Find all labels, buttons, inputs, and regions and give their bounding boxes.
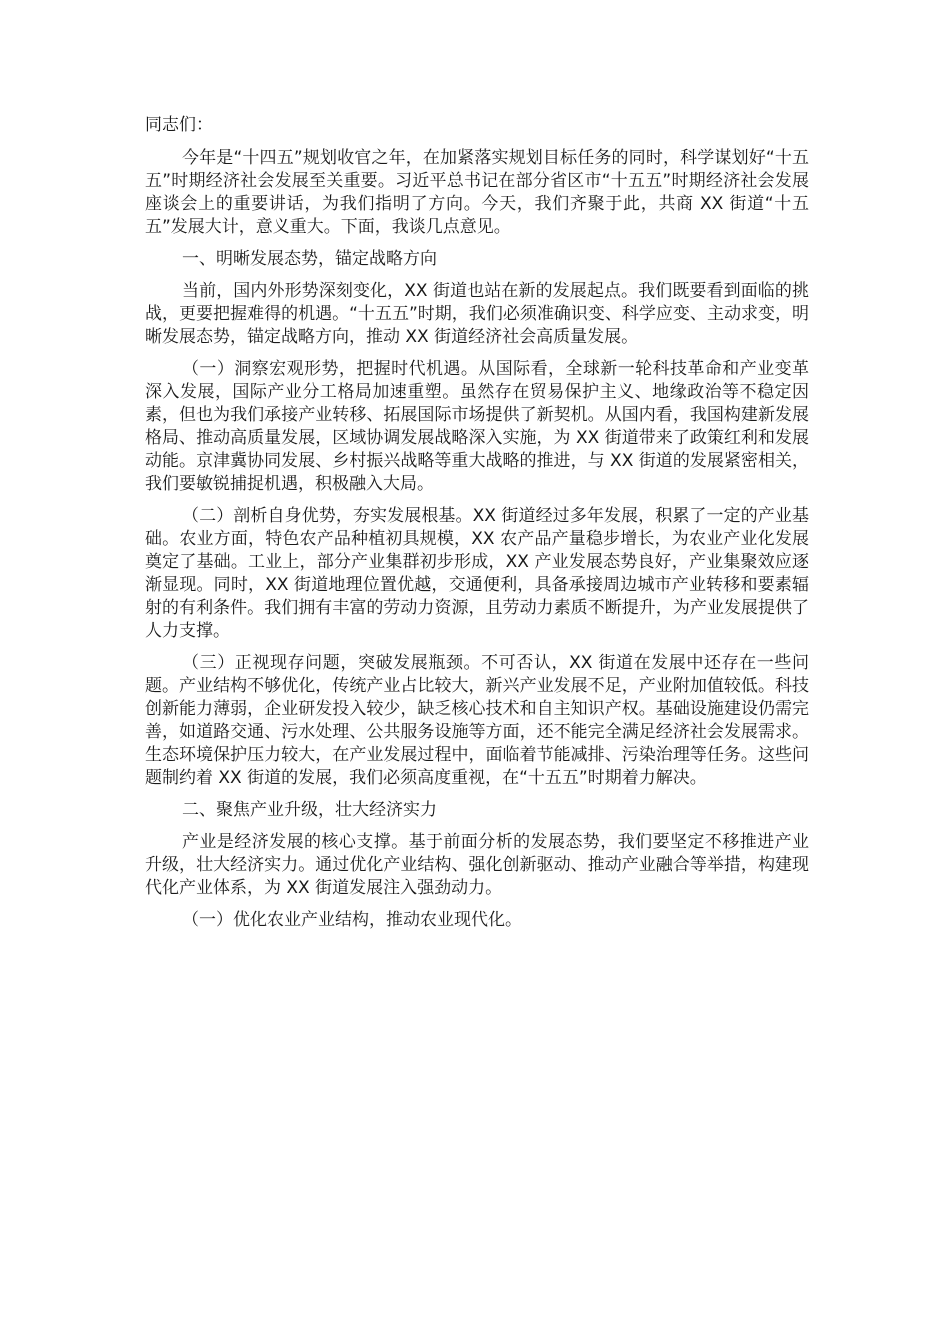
paragraph-1-3: （三）正视现存问题，突破发展瓶颈。不可否认，XX 街道在发展中还存在一些问题。产业结构不够优化，传统产业占比较大，新兴产业发展不足，产业附加值较低。科技创新能力薄弱，企业研发投入较少，缺乏核心技术和自主知识产权。基础设施建设仍需完善，如道路交通、污水处理、公共服务设施等方面，还不能完全满足经济社会发展需求。生态环境保护压力较大，在产业发展过程中，面临着节能减排、污染治理等任务。这些问题制约着 XX 街道的发展，我们必须高度重视，在“十五五”时期着力解决。 bbox=[145, 653, 809, 788]
paragraph-1-1: （一）洞察宏观形势，把握时代机遇。从国际看，全球新一轮科技革命和产业变革深入发展，国际产业分工格局加速重塑。虽然存在贸易保护主义、地缘政治等不稳定因素，但也为我们承接产业转移、拓展国际市场提供了新契机。从国内看，我国构建新发展格局、推动高质量发展，区域协调发展战略深入实施，为 XX 街道带来了政策红利和发展动能。京津冀协同发展、乡村振兴战略等重大战略的推进，与 XX 街道的发展紧密相关，我们要敏锐捕捉机遇，积极融入大局。 bbox=[145, 359, 809, 494]
paragraph-section-1-intro: 当前，国内外形势深刻变化，XX 街道也站在新的发展起点。我们既要看到面临的挑战，更要把握难得的机遇。“十五五”时期，我们必须准确识变、科学应变、主动求变，明晰发展态势，锚定战略方向，推动 XX 街道经济社会高质量发展。 bbox=[145, 281, 809, 347]
section-heading-1: 一、明晰发展态势，锚定战略方向 bbox=[182, 249, 437, 269]
paragraph-1-2: （二）剖析自身优势，夯实发展根基。XX 街道经过多年发展，积累了一定的产业基础。农业方面，特色农产品种植初具规模，XX 农产品产量稳步增长，为农业产业化发展奠定了基础。工业上，部分产业集群初步形成，XX 产业发展态势良好，产业集聚效应逐渐显现。同时，XX 街道地理位置优越，交通便利，具备承接周边城市产业转移和要素辐射的有利条件。我们拥有丰富的劳动力资源，且劳动力素质不断提升，为产业发展提供了人力支撑。 bbox=[145, 506, 809, 641]
salutation: 同志们： bbox=[145, 115, 213, 135]
document-body bbox=[145, 114, 809, 941]
paragraph-section-2-intro: 产业是经济发展的核心支撑。基于前面分析的发展态势，我们要坚定不移推进产业升级，壮大经济实力。通过优化产业结构、强化创新驱动、推动产业融合等举措，构建现代化产业体系，为 XX 街道发展注入强劲动力。 bbox=[145, 832, 809, 898]
paragraph-intro: 今年是“十四五”规划收官之年，在加紧落实规划目标任务的同时，科学谋划好“十五五”时期经济社会发展至关重要。习近平总书记在部分省区市“十五五”时期经济社会发展座谈会上的重要讲话，为我们指明了方向。今天，我们齐聚于此，共商 XX 街道“十五五”发展大计，意义重大。下面，我谈几点意见。 bbox=[145, 148, 809, 237]
paragraph-2-1: （一）优化农业产业结构，推动农业现代化。 bbox=[182, 910, 522, 930]
section-heading-2: 二、聚焦产业升级，壮大经济实力 bbox=[182, 800, 437, 820]
